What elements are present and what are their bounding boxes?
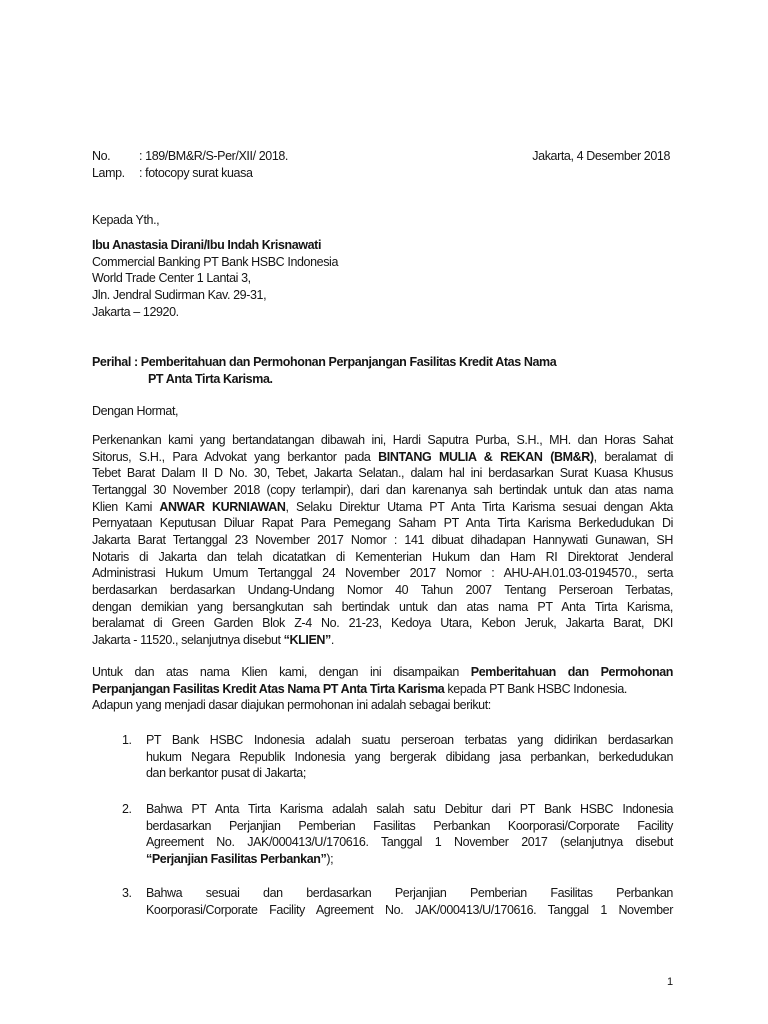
place-date: Jakarta, 4 Desember 2018 xyxy=(532,149,670,163)
salutation-to: Kepada Yth., xyxy=(92,213,160,227)
list-item-number: 3. xyxy=(122,886,132,900)
paragraph-line: Adapun yang menjadi dasar diajukan permohonan ini adalah sebagai berikut: xyxy=(92,698,491,713)
list-line: PT Bank HSBC Indonesia adalah suatu perseroan terbatas yang didirikan berdasarkan xyxy=(146,733,673,747)
list-line: dan berkantor pusat di Jakarta; xyxy=(146,766,306,781)
list-item-number: 2. xyxy=(122,802,132,816)
paragraph-line: Notaris di Jakarta dan telah dicatatkan di Kementerian Hukum dan Ham RI Direktorat Jenderal xyxy=(92,549,673,564)
subject-line: Perihal : Pemberitahuan dan Permohonan Perpanjangan Fasilitas Kredit Atas Nama xyxy=(92,355,557,369)
paragraph-line xyxy=(92,664,673,681)
text-run: kepada PT Bank HSBC Indonesia. xyxy=(444,681,627,696)
text-run: Klien Kami xyxy=(92,499,160,514)
list-line xyxy=(146,851,673,868)
client-name: ANWAR KURNIAWAN xyxy=(159,499,286,514)
letter-meta xyxy=(92,148,288,181)
emphasis-text: Perpanjangan Fasilitas Kredit Atas Nama PT Anta Tirta Karisma xyxy=(92,681,445,696)
text-run: ); xyxy=(326,852,334,867)
paragraph-line xyxy=(92,449,673,466)
letter-number-label: No. xyxy=(92,149,111,163)
letter-number-row xyxy=(92,148,288,165)
list-line: Bahwa sesuai dan berdasarkan Perjanjian Pemberian Fasilitas Perbankan xyxy=(146,886,673,900)
paragraph-line: Pernyataan Keputusan Diluar Rapat Para Pemegang Saham PT Anta Tirta Karisma Berkedudukan Di xyxy=(92,516,673,531)
paragraph-line: dengan demikian yang bersangkutan sah bertindak untuk dan atas nama PT Anta Tirta Karisma, xyxy=(92,599,673,614)
recipient-address-line: Commercial Banking PT Bank HSBC Indonesia xyxy=(92,254,338,269)
subject-line: PT Anta Tirta Karisma. xyxy=(148,371,273,386)
list-item-number: 1. xyxy=(122,733,132,747)
list-line: Agreement No. JAK/000413/U/170616. Tanggal 1 November 2017 (selanjutnya disebut xyxy=(146,835,673,850)
paragraph-line: beralamat di Green Garden Blok Z-4 No. 21-23, Kedoya Utara, Kebon Jeruk, Jakarta Barat, DKI xyxy=(92,616,673,631)
recipient-address-line: Jln. Jendral Sudirman Kav. 29-31, xyxy=(92,288,267,303)
list-line: berdasarkan Perjanjian Pemberian Fasilitas Perbankan Koorporasi/Corporate Facility xyxy=(146,818,673,833)
paragraph-line xyxy=(92,632,673,649)
attachment-value: : fotocopy surat kuasa xyxy=(139,165,253,180)
paragraph-line xyxy=(92,499,673,516)
greeting: Dengan Hormat, xyxy=(92,404,179,418)
request-paragraph xyxy=(92,664,673,714)
text-run: Jakarta - 11520., selanjutnya disebut xyxy=(92,633,284,648)
recipient-address-line: Jakarta – 12920. xyxy=(92,304,179,319)
list-item-text xyxy=(146,801,673,868)
text-run: Sitorus, S.H., Para Advokat yang berkantor pada xyxy=(92,449,379,464)
paragraph-line: Jakarta Barat Tertanggal 23 November 2017 Nomor : 141 dibuat dihadapan Hannywati Gunawan, SH xyxy=(92,533,673,548)
attachment-label: Lamp. xyxy=(92,165,125,180)
list-item-text xyxy=(146,885,673,918)
recipient-name: Ibu Anastasia Dirani/Ibu Indah Krisnawati xyxy=(92,238,322,252)
paragraph-line: berdasarkan berdasarkan Undang-Undang Nomor 40 Tahun 2007 Tentang Perseroan Terbatas, xyxy=(92,583,673,598)
defined-term: “Perjanjian Fasilitas Perbankan” xyxy=(146,852,327,867)
list-item-text xyxy=(146,732,673,782)
law-firm-name: BINTANG MULIA & REKAN (BM&R) xyxy=(378,449,594,464)
paragraph-line: Perkenankan kami yang bertandatangan dibawah ini, Hardi Saputra Purba, S.H., MH. dan Horas Sahat xyxy=(92,433,673,447)
paragraph-line xyxy=(92,681,673,698)
list-line: Koorporasi/Corporate Facility Agreement No. JAK/000413/U/170616. Tanggal 1 November xyxy=(146,902,673,917)
paragraph-line: Administrasi Hukum Umum Tertanggal 24 November 2017 Nomor : AHU-AH.01.03-0194570., serta xyxy=(92,566,673,581)
list-line: hukum Negara Republik Indonesia yang bergerak dibidang jasa perbankan, berkedudukan xyxy=(146,749,673,764)
defined-term: “KLIEN” xyxy=(283,633,331,648)
text-run: Untuk dan atas nama Klien kami, dengan ini disampaikan xyxy=(92,665,471,679)
text-run: , Selaku Direktur Utama PT Anta Tirta Karisma sesuai dengan Akta xyxy=(285,499,673,514)
text-run: . xyxy=(330,633,334,648)
paragraph-line: Tertanggal 30 November 2018 (copy terlampir), dari dan karenanya sah bertindak untuk dan atas nama xyxy=(92,483,673,498)
emphasis-text: Pemberitahuan dan Permohonan xyxy=(470,665,673,679)
list-line: Bahwa PT Anta Tirta Karisma adalah salah satu Debitur dari PT Bank HSBC Indonesia xyxy=(146,802,673,816)
attachment-row xyxy=(92,165,288,182)
recipient-address-line: World Trade Center 1 Lantai 3, xyxy=(92,271,251,286)
paragraph-line: Tebet Barat Dalam II D No. 30, Tebet, Jakarta Selatan., dalam hal ini berdasarkan Surat Kuasa Khusus xyxy=(92,466,673,481)
page-number: 1 xyxy=(667,976,674,988)
letter-number-value: : 189/BM&R/S-Per/XII/ 2018. xyxy=(139,149,288,163)
subject-block xyxy=(92,354,556,387)
recipient-block xyxy=(92,237,338,320)
intro-paragraph xyxy=(92,432,673,649)
text-run: , beralamat di xyxy=(593,449,674,464)
